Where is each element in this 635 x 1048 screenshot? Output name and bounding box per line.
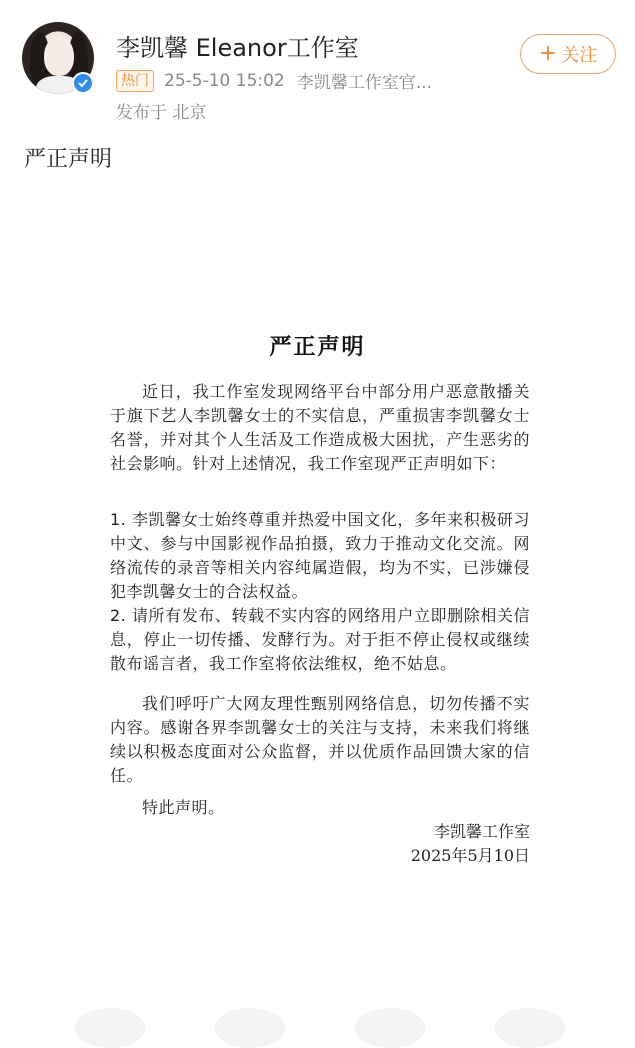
share-icon[interactable] [75,1008,145,1048]
statement-paragraph-1: 近日，我工作室发现网络平台中部分用户恶意散播关于旗下艺人李凯馨女士的不实信息，严重损害李凯馨女士名誉，并对其个人生活及工作造成极大困扰，产生恶劣的社会影响。针对上述情况，我工作室现严正声明如下： [110,382,530,473]
statement-date: 2025年5月10日 [410,846,530,865]
statement-title: 严正声明 [269,335,366,360]
post-source[interactable]: 李凯馨工作室官... [296,73,432,93]
like-icon[interactable] [355,1008,425,1048]
statement-paragraph-3: 我们呼吁广大网友理性甄别网络信息，切勿传播不实内容。感谢各界李凯馨女士的关注与支持，未来我们将继续以积极态度面对公众监督，并以优质作品回馈大家的信任。 [110,694,530,785]
post-header [0,0,635,130]
hot-badge: 热门 [116,70,154,92]
post-location: 发布于 北京 [116,103,207,123]
more-icon[interactable] [495,1008,565,1048]
post-text: 严正声明 [24,147,113,172]
statement-item-1: 1. 李凯馨女士始终尊重并热爱中国文化，多年来积极研习中文、参与中国影视作品拍摄，致力于推动文化交流。网络流传的录音等相关内容纯属造假，均为不实，已涉嫌侵犯李凯馨女士的合法权益。 [110,510,530,601]
statement-signature: 李凯馨工作室 [433,822,530,841]
comment-icon[interactable] [215,1008,285,1048]
plus-icon: + [538,41,558,66]
action-bar [0,1008,635,1031]
verified-icon [72,72,94,94]
follow-label: 关注 [561,45,598,66]
author-name[interactable]: 李凯馨 Eleanor工作室 [116,34,359,62]
post-time: 25-5-10 15:02 [164,70,285,91]
statement-items [110,508,530,676]
post-meta [116,68,432,93]
follow-button[interactable] [520,34,616,74]
statement-closing: 特此声明。 [142,798,225,817]
statement-item-2: 2. 请所有发布、转载不实内容的网络用户立即删除相关信息，停止一切传播、发酵行为。对于拒不停止侵权或继续散布谣言者，我工作室将依法维权，绝不姑息。 [110,606,530,673]
